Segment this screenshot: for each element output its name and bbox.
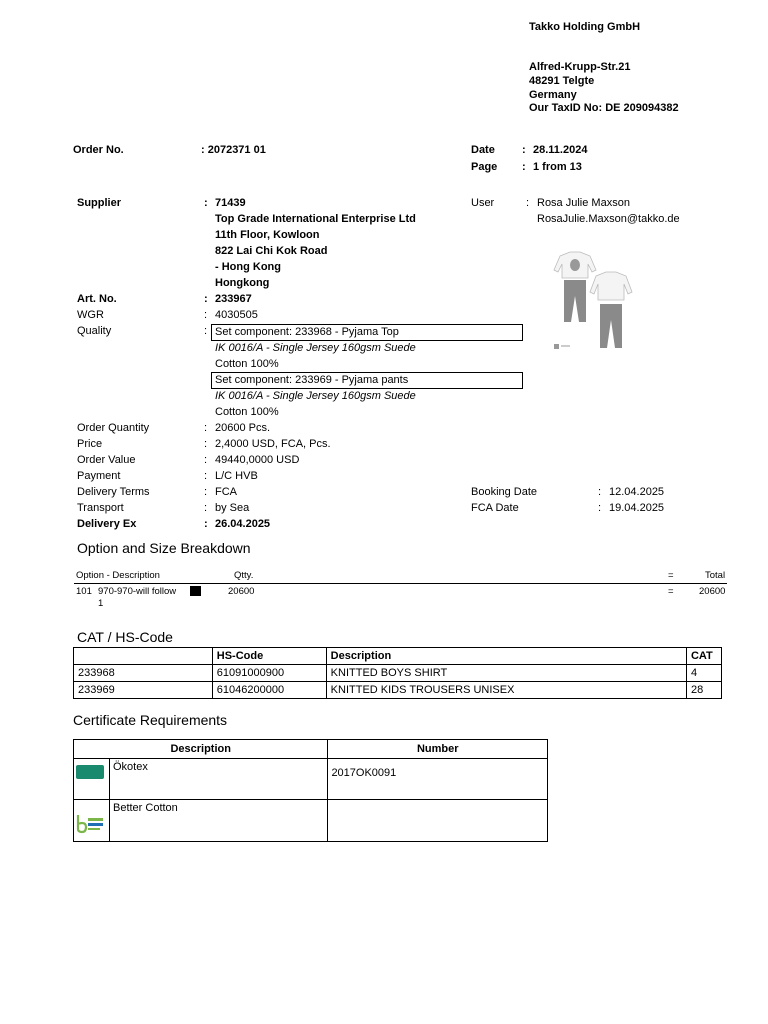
breakdown-row-code: 101	[76, 586, 92, 597]
art-no-value: 233967	[215, 293, 252, 305]
supplier-id: 71439	[215, 197, 246, 209]
user-name: Rosa Julie Maxson	[537, 197, 630, 209]
hs-title: CAT / HS-Code	[77, 629, 173, 645]
supplier-line: Hongkong	[215, 277, 270, 289]
hs-cell: 4	[686, 665, 721, 682]
delivery-terms-value: FCA	[215, 486, 237, 498]
oekotex-logo-cell	[74, 759, 110, 800]
delivery-ex-label: Delivery Ex	[77, 518, 137, 530]
set-component-top-composition: Cotton 100%	[215, 358, 279, 370]
supplier-line: 822 Lai Chi Kok Road	[215, 245, 328, 257]
payment-value: L/C HVB	[215, 470, 258, 482]
date-label: Date	[471, 144, 495, 156]
company-taxid: Our TaxID No: DE 209094382	[529, 102, 679, 114]
supplier-line: 11th Floor, Kowloon	[215, 229, 320, 241]
company-name: Takko Holding GmbH	[529, 21, 641, 33]
breakdown-row-eq: =	[668, 586, 674, 597]
hs-header-row	[74, 648, 722, 665]
certificate-number	[328, 800, 548, 842]
order-quantity-label: Order Quantity	[77, 422, 150, 434]
company-street: Alfred-Krupp-Str.21	[529, 61, 631, 73]
payment-label: Payment	[77, 470, 121, 482]
hs-cell: KNITTED BOYS SHIRT	[326, 665, 686, 682]
certificate-name: Better Cotton	[109, 800, 327, 842]
breakdown-divider	[74, 583, 727, 584]
certificates-col-number: Number	[328, 740, 548, 759]
user-email: RosaJulie.Maxson@takko.de	[537, 213, 680, 225]
breakdown-col-option: Option - Description	[76, 570, 160, 581]
certificates-col-description: Description	[74, 740, 328, 759]
hs-header-cell: HS-Code	[212, 648, 326, 665]
price-label: Price	[77, 438, 103, 450]
better-cotton-logo-icon	[75, 812, 105, 834]
delivery-ex-value: 26.04.2025	[215, 518, 271, 530]
hs-cell: 233969	[74, 682, 213, 699]
table-row	[74, 759, 548, 800]
transport-value: by Sea	[215, 502, 250, 514]
user-label: User	[471, 197, 495, 209]
page-colon: :	[522, 161, 526, 173]
hs-cell: 61046200000	[212, 682, 326, 699]
breakdown-row-total: 20600	[699, 586, 726, 597]
colon: :	[204, 197, 208, 209]
colon: :	[204, 486, 208, 498]
order-no-label: Order No.	[73, 144, 124, 156]
supplier-line: Top Grade International Enterprise Ltd	[215, 213, 416, 225]
certificate-number: 2017OK0091	[328, 759, 548, 800]
certificates-header-row	[74, 740, 548, 759]
better-cotton-logo-cell	[74, 800, 110, 842]
order-value-label: Order Value	[77, 454, 136, 466]
wgr-label: WGR	[77, 309, 104, 321]
breakdown-row-desc-line2: 1	[98, 598, 104, 609]
colon: :	[204, 438, 208, 450]
hs-cell: KNITTED KIDS TROUSERS UNISEX	[326, 682, 686, 699]
set-component-pants: Set component: 233969 - Pyjama pants	[211, 372, 523, 389]
hs-header-cell: Description	[326, 648, 686, 665]
colon: :	[598, 502, 602, 514]
breakdown-col-total: Total	[705, 570, 726, 581]
hs-cell: 233968	[74, 665, 213, 682]
hs-header-cell: CAT	[686, 648, 721, 665]
breakdown-col-qty: Qtty.	[234, 570, 254, 581]
table-row	[74, 682, 722, 699]
date-colon: :	[522, 144, 526, 156]
color-swatch	[190, 586, 201, 596]
colon: :	[204, 325, 208, 337]
hs-cell: 61091000900	[212, 665, 326, 682]
breakdown-title: Option and Size Breakdown	[77, 540, 251, 556]
set-component-top: Set component: 233968 - Pyjama Top	[211, 324, 523, 341]
colon: :	[204, 422, 208, 434]
table-row	[74, 800, 548, 842]
delivery-terms-label: Delivery Terms	[77, 486, 150, 498]
company-city: 48291 Telgte	[529, 75, 595, 87]
art-no-label: Art. No.	[77, 293, 117, 305]
order-quantity-value: 20600 Pcs.	[215, 422, 271, 434]
order-value-value: 49440,0000 USD	[215, 454, 300, 466]
page-value: 1 from 13	[533, 161, 582, 173]
date-value: 28.11.2024	[533, 144, 588, 156]
colon: :	[204, 454, 208, 466]
quality-label: Quality	[77, 325, 112, 337]
pyjama-sketch-icon	[552, 248, 634, 356]
booking-date-label: Booking Date	[471, 486, 538, 498]
certificates-table	[73, 739, 548, 842]
supplier-line: - Hong Kong	[215, 261, 281, 273]
set-component-top-fabric: IK 0016/A - Single Jersey 160gsm Suede	[215, 342, 416, 354]
breakdown-col-eq: =	[668, 570, 674, 581]
colon: :	[204, 502, 208, 514]
supplier-label: Supplier	[77, 197, 122, 209]
certificates-title: Certificate Requirements	[73, 712, 228, 728]
hs-cell: 28	[686, 682, 721, 699]
oekotex-logo-icon	[76, 765, 104, 779]
fca-date-label: FCA Date	[471, 502, 519, 514]
colon: :	[204, 518, 208, 530]
set-component-pants-fabric: IK 0016/A - Single Jersey 160gsm Suede	[215, 390, 416, 402]
company-country: Germany	[529, 89, 577, 101]
colon: :	[204, 470, 208, 482]
colon: :	[598, 486, 602, 498]
order-no-value: : 2072371 01	[201, 144, 266, 156]
hs-header-cell	[74, 648, 213, 665]
breakdown-row-qty: 20600	[228, 586, 255, 597]
set-component-pants-composition: Cotton 100%	[215, 406, 279, 418]
breakdown-row-desc: 970-970-will follow	[98, 586, 177, 597]
colon: :	[204, 309, 208, 321]
price-value: 2,4000 USD, FCA, Pcs.	[215, 438, 331, 450]
fca-date-value: 19.04.2025	[609, 502, 665, 514]
page-label: Page	[471, 161, 498, 173]
hs-table	[73, 647, 722, 699]
colon: :	[526, 197, 530, 209]
transport-label: Transport	[77, 502, 124, 514]
certificate-name: Ökotex	[109, 759, 327, 800]
table-row	[74, 665, 722, 682]
wgr-value: 4030505	[215, 309, 258, 321]
booking-date-value: 12.04.2025	[609, 486, 665, 498]
colon: :	[204, 293, 208, 305]
